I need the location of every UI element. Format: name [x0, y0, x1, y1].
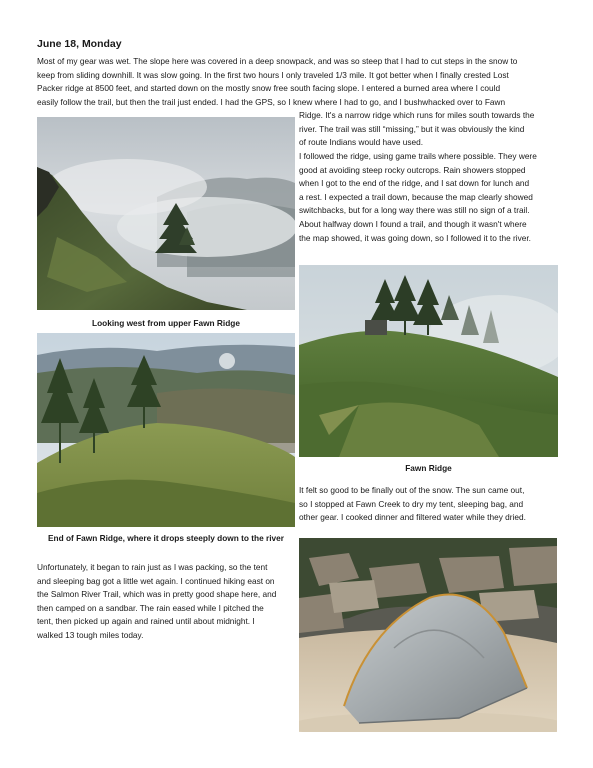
paragraph-1-continued — [299, 109, 561, 150]
text-line: the map showed, it was going down, so I followed it to the river. — [299, 232, 531, 243]
caption-photo-2: Fawn Ridge — [405, 463, 452, 473]
text-line: and sleeping bag got a little wet again. I continued hiking east on — [37, 575, 275, 586]
text-line: I followed the ridge, using game trails where possible. They were — [299, 151, 537, 161]
paragraph-1 — [37, 55, 557, 109]
paragraph-4 — [37, 561, 299, 643]
photo-end-of-fawn-ridge — [37, 333, 295, 527]
text-line: good at avoiding steep rocky outcrops. Rain showers stopped — [299, 164, 526, 175]
date-heading: June 18, Monday — [37, 38, 122, 50]
text-line: Packer ridge at 8500 feet, and started down on the mostly snow free south facing slope. I entered a burned area where I could — [37, 83, 501, 94]
text-line: walked 13 tough miles today. — [37, 629, 144, 640]
text-line: when I got to the end of the ridge, and I sat down for lunch and — [299, 178, 530, 189]
text-line: the Salmon River Trail, which was in pretty good shape here, and — [37, 589, 277, 600]
text-line: other gear. I cooked dinner and filtered water while they dried. — [299, 512, 526, 523]
text-line: Unfortunately, it began to rain just as I was packing, so the tent — [37, 562, 268, 572]
photo-fawn-ridge — [299, 265, 558, 457]
paragraph-3 — [299, 484, 561, 525]
photo-image — [37, 117, 295, 310]
caption-photo-3: End of Fawn Ridge, where it drops steeply down to the river — [47, 533, 285, 543]
text-line: About halfway down I found a trail, and though it wasn't where — [299, 218, 527, 229]
caption-photo-1: Looking west from upper Fawn Ridge — [92, 318, 240, 328]
text-line: a rest. I expected a trail down, because the map clearly showed — [299, 191, 533, 202]
photo-fawn-ridge-west — [37, 117, 295, 310]
text-line: then camped on a sandbar. The rain eased while I pitched the — [37, 602, 264, 613]
text-line: switchbacks, but for a long way there was still no sign of a trail. — [299, 205, 530, 216]
text-line: tent, then picked up again and rained until about midnight. I — [37, 616, 255, 627]
paragraph-2 — [299, 150, 561, 245]
text-line: so I stopped at Fawn Creek to dry my tent, sleeping bag, and — [299, 498, 524, 509]
text-line: of route Indians would have used. — [299, 137, 424, 148]
text-line: It felt so good to be finally out of the snow. The sun came out, — [299, 485, 525, 495]
photo-image — [299, 265, 558, 457]
photo-image — [37, 333, 295, 527]
text-line: easily follow the trail, but then the trail just ended. I had the GPS, so I knew where I had to go, and I bushwhacked over to Fawn — [37, 96, 506, 107]
text-line: river. The trail was still “missing,” but it was obviously the kind — [299, 123, 525, 134]
photo-image — [299, 538, 557, 732]
text-line: keep from sliding downhill. It was slow going. In the first two hours I only traveled 1/3 mile. It got better when I finally crested Lost — [37, 69, 509, 80]
text-line: Most of my gear was wet. The slope here was covered in a deep snowpack, and was so steep that I had to cut steps in the snow to — [37, 56, 518, 66]
photo-tent-on-sandbar — [299, 538, 557, 732]
text-line: Ridge. It's a narrow ridge which runs for miles south towards the — [299, 110, 535, 120]
